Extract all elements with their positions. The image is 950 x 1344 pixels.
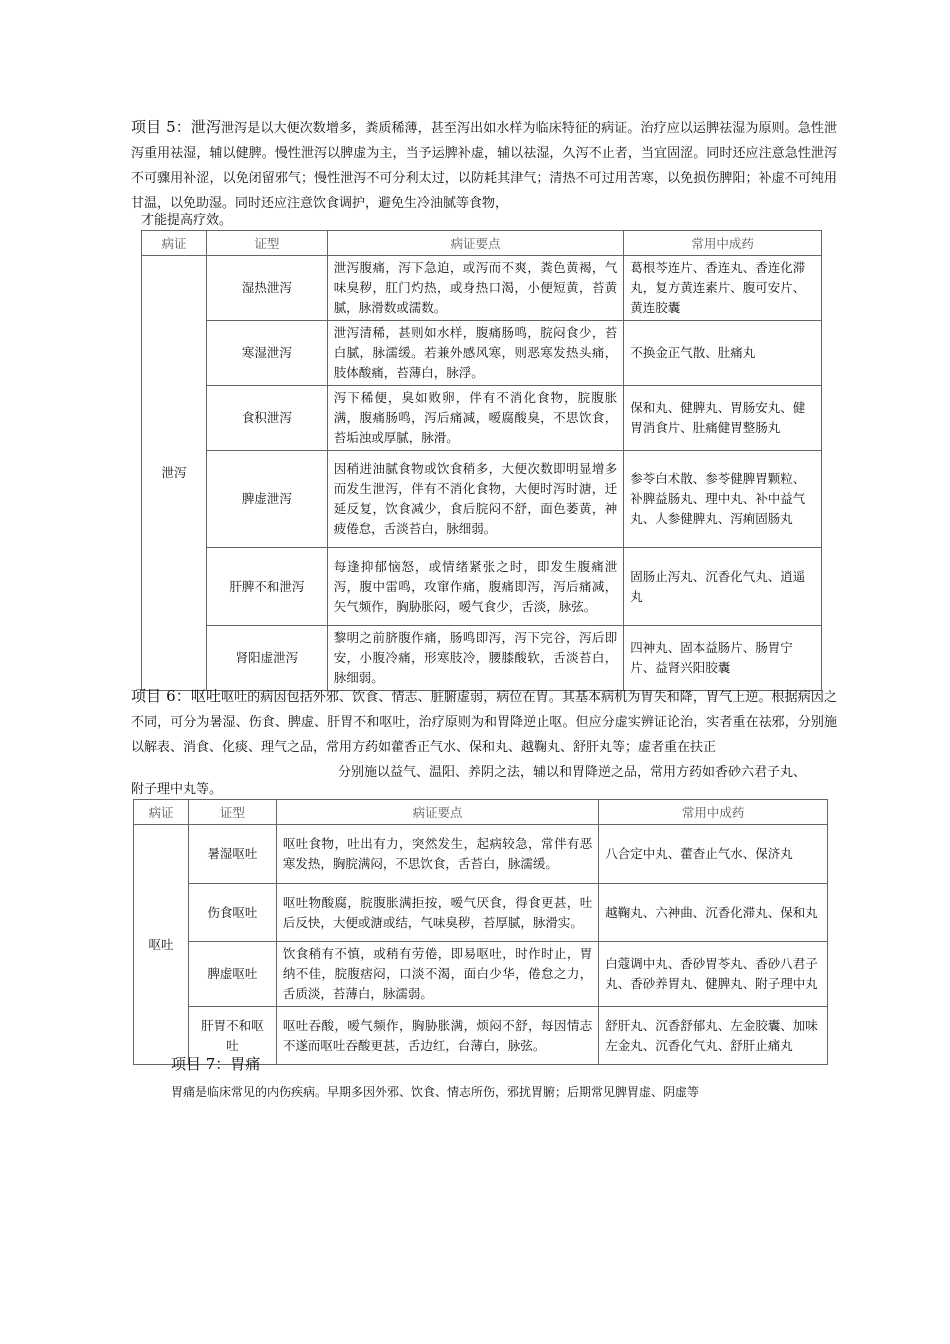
symptoms-cell: 呕吐吞酸，嗳气频作，胸胁胀满，烦闷不舒，每因情志不遂而呕吐吞酸更甚，舌边红，台薄白，脉弦。 xyxy=(276,1007,598,1065)
symptoms-cell: 呕吐物酸腐，脘腹胀满拒按，嗳气厌食，得食更甚，吐后反快，大便或溏或结，气味臭秽，苔厚腻，脉滑实。 xyxy=(276,884,598,942)
section6-heading: 项目 6：呕吐 xyxy=(131,687,222,705)
medicines-cell: 八合定中丸、藿杳止气水、保济丸 xyxy=(599,825,828,884)
header-medicines: 常用中成药 xyxy=(599,800,828,825)
table-row xyxy=(134,942,828,1007)
header-pattern: 证型 xyxy=(188,800,276,825)
symptoms-cell: 因稍进油腻食物或饮食稍多，大便次数即明显增多而发生泄泻，伴有不消化食物，大便时泻时溏，迁延反复，饮食减少，食后脘闷不舒，面色萎黄，神疲倦怠，舌淡苔白，脉细弱。 xyxy=(327,451,624,548)
pattern-cell: 暑湿呕吐 xyxy=(188,825,276,884)
table-row xyxy=(142,451,822,548)
symptoms-cell: 呕吐食物，吐出有力，突然发生，起病较急，常伴有恶寒发热，胸脘满闷，不思饮食，舌苔白，脉濡缓。 xyxy=(276,825,598,884)
medicines-cell: 四神丸、固本益肠片、肠胃宁片、益肾兴阳胶囊 xyxy=(624,626,822,691)
pattern-cell: 肾阳虚泄泻 xyxy=(206,626,327,691)
disease-cell: 呕吐 xyxy=(134,825,189,1065)
table-row xyxy=(134,825,828,884)
table-row xyxy=(142,321,822,386)
header-disease: 病证 xyxy=(134,800,189,825)
pattern-cell: 寒湿泄泻 xyxy=(206,321,327,386)
section7-heading: 项目 7：胃痛 xyxy=(171,1055,261,1073)
symptoms-cell: 泄泻腹痛，泻下急迫，或泻而不爽，粪色黄褐，气味臭秽，肛门灼热，或身热口渴，小便短黄，苔黄腻，脉滑数或濡数。 xyxy=(327,256,624,321)
section5-paragraph xyxy=(131,115,837,216)
section6-text: 呕吐的病因包括外邪、饮食、情志、脏腑虚弱，病位在胃。其基本病机为胃失和降，胃气上逆。根据病因之不同，可分为暑湿、伤食、脾虚、肝胃不和呕吐，治疗原则为和胃降逆止呕。但应分虚实辨证论治，实者重在祛邪，分别施以解表、消食、化痰、理气之品，常用方药如藿香正气水、保和丸、越鞠丸、舒肝丸等；虚者重在扶正 xyxy=(131,690,837,755)
table-diarrhea xyxy=(141,230,822,691)
medicines-cell: 不换金正气散、肚痛丸 xyxy=(624,321,822,386)
pattern-cell: 脾虚泄泻 xyxy=(206,451,327,548)
table-row xyxy=(142,548,822,626)
table-row xyxy=(134,884,828,942)
symptoms-cell: 泻下稀便，臭如败卵，伴有不消化食物，脘腹胀满，腹痛肠鸣，泻后痛减，嗳腐酸臭，不思饮食，苔垢浊或厚腻，脉滑。 xyxy=(327,386,624,451)
table-vomiting xyxy=(133,799,828,1065)
medicines-cell: 越鞠丸、六神曲、沉香化滞丸、保和丸 xyxy=(599,884,828,942)
medicines-cell: 白蔻调中丸、香砂胃苓丸、香砂八君子丸、香砂养胃丸、健脾丸、附子理中丸 xyxy=(599,942,828,1007)
section6-line4: 分别施以益气、温阳、养阴之法，辅以和胃降逆之品，常用方药如香砂六君子丸、 xyxy=(338,765,807,780)
disease-cell: 泄泻 xyxy=(142,256,207,691)
pattern-cell: 伤食呕吐 xyxy=(188,884,276,942)
table-row xyxy=(142,256,822,321)
symptoms-cell: 泄泻清稀，甚则如水样，腹痛肠鸣，脘闷食少，苔白腻，脉濡缓。若兼外感风寒，则恶寒发热头痛，肢体酸痛，苔薄白，脉浮。 xyxy=(327,321,624,386)
table-row xyxy=(142,626,822,691)
section5-heading: 项目 5：泄泻 xyxy=(131,118,222,136)
medicines-cell: 保和丸、健脾丸、胃肠安丸、健胃消食片、肚痛健胃整肠丸 xyxy=(624,386,822,451)
section5-text: 泄泻是以大便次数增多，粪质稀薄，甚至泻出如水样为临床特征的病证。治疗应以运脾祛湿为原则。急性泄泻重用祛湿，辅以健脾。慢性泄泻以脾虚为主，当予运脾补虚，辅以祛湿，久泻不止者，当宜固涩。同时还应注意急性泄泻不可骤用补涩，以免闭留邪气；慢性泄泻不可分利太过，以防耗其津气；清热不可过用苦寒，以免损伤脾阳；补虚不可纯用甘温，以免助湿。同时还应注意饮食调护，避免生冷油腻等食物， xyxy=(131,121,837,211)
medicines-cell: 固肠止泻丸、沉香化气丸、逍遥丸 xyxy=(624,548,822,626)
pattern-cell: 肝脾不和泄泻 xyxy=(206,548,327,626)
pattern-cell: 食积泄泻 xyxy=(206,386,327,451)
medicines-cell: 葛根芩连片、香连丸、香连化滞丸，复方黄连素片、腹可安片、黄连胶囊 xyxy=(624,256,822,321)
header-pattern: 证型 xyxy=(206,231,327,256)
header-symptoms: 病证要点 xyxy=(276,800,598,825)
section6-paragraph xyxy=(131,684,837,760)
section6-tail: 附子理中丸等。 xyxy=(131,782,223,797)
symptoms-cell: 每逢抑郁恼怒，或情绪紧张之时，即发生腹痛泄泻，腹中雷鸣，攻窜作痛，腹痛即泻，泻后痛减，矢气频作，胸胁胀闷，嗳气食少，舌淡，脉弦。 xyxy=(327,548,624,626)
symptoms-cell: 饮食稍有不慎，或稍有劳倦，即易呕吐，时作时止，胃纳不佳，脘腹痞闷，口淡不渴，面白少华，倦怠之力，舌质淡，苔薄白，脉濡弱。 xyxy=(276,942,598,1007)
header-symptoms: 病证要点 xyxy=(327,231,624,256)
pattern-cell: 湿热泄泻 xyxy=(206,256,327,321)
symptoms-cell: 黎明之前脐腹作痛，肠鸣即泻，泻下完谷，泻后即安，小腹冷痛，形寒肢冷，腰膝酸软，舌淡苔白，脉细弱。 xyxy=(327,626,624,691)
medicines-cell: 参苓白术散、参苓健脾胃颗粒、补脾益肠丸、理中丸、补中益气丸、人参健脾丸、泻痢固肠丸 xyxy=(624,451,822,548)
table-header-row xyxy=(134,800,828,825)
header-medicines: 常用中成药 xyxy=(624,231,822,256)
medicines-cell: 舒肝丸、沉香舒郁丸、左金胶囊、加味左金丸、沉香化气丸、舒肝止痛丸 xyxy=(599,1007,828,1065)
table-header-row xyxy=(142,231,822,256)
section5-tail: 才能提高疗效。 xyxy=(141,213,233,228)
pattern-cell: 脾虚呕吐 xyxy=(188,942,276,1007)
section7-text: 胃痛是临床常见的内伤疾病。早期多因外邪、饮食、情志所伤，邪扰胃腑；后期常见脾胃虚、阴虚等 xyxy=(171,1085,700,1099)
pattern-cell: 肝胃不和呕吐 xyxy=(188,1007,276,1065)
table-row xyxy=(142,386,822,451)
header-disease: 病证 xyxy=(142,231,207,256)
